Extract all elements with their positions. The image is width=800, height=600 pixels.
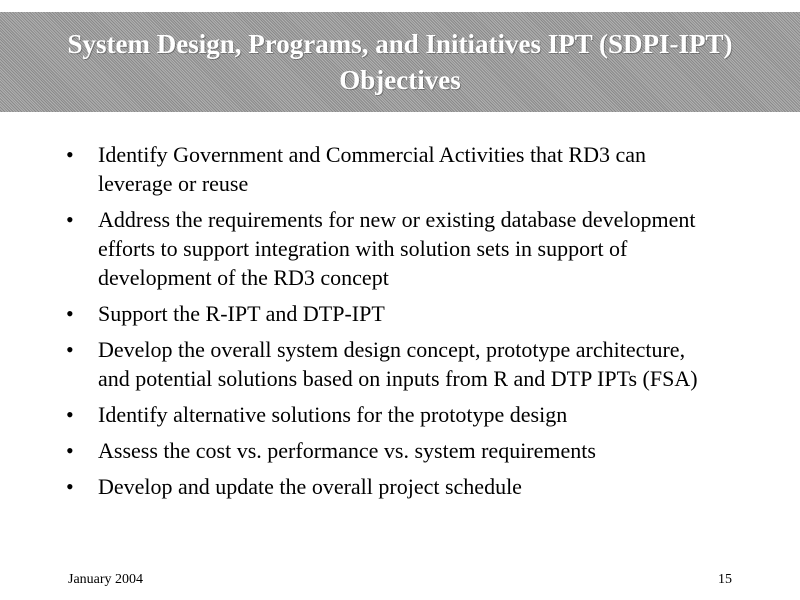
bullet-icon: •: [66, 474, 74, 499]
bullet-icon: •: [66, 337, 74, 362]
bullet-item: [66, 140, 746, 198]
bullet-item: [66, 205, 746, 292]
bullet-item: [66, 299, 746, 328]
slide-subtitle: Objectives: [339, 65, 461, 95]
bullet-text: Support the R-IPT and DTP-IPT: [98, 301, 385, 326]
bullet-text: Identify alternative solutions for the prototype design: [98, 402, 568, 427]
bullet-text: Identify Government and Commercial Activities that RD3 can leverage or reuse: [98, 142, 647, 196]
bullet-text: Develop and update the overall project schedule: [98, 474, 522, 499]
footer-date: January 2004: [68, 572, 144, 587]
title-bar: [0, 12, 800, 112]
bullet-item: [66, 436, 746, 465]
bullet-icon: •: [66, 402, 74, 427]
bullet-list: [66, 140, 746, 508]
bullet-icon: •: [66, 142, 74, 167]
bullet-icon: •: [66, 438, 74, 463]
bullet-item: [66, 335, 746, 393]
bullet-item: [66, 400, 746, 429]
bullet-text: Assess the cost vs. performance vs. system requirements: [98, 438, 596, 463]
slide-title: System Design, Programs, and Initiatives IPT (SDPI-IPT): [67, 29, 733, 59]
bullet-text: Develop the overall system design concept, prototype architecture, and potential solutions based on inputs from R and DTP IPTs (FSA): [98, 337, 698, 391]
bullet-icon: •: [66, 207, 74, 232]
bullet-text: Address the requirements for new or existing database development efforts to support integration with solution sets in support of development of the RD3 concept: [98, 207, 696, 290]
bullet-item: [66, 472, 746, 501]
bullet-icon: •: [66, 301, 74, 326]
page-number: 15: [718, 572, 732, 587]
